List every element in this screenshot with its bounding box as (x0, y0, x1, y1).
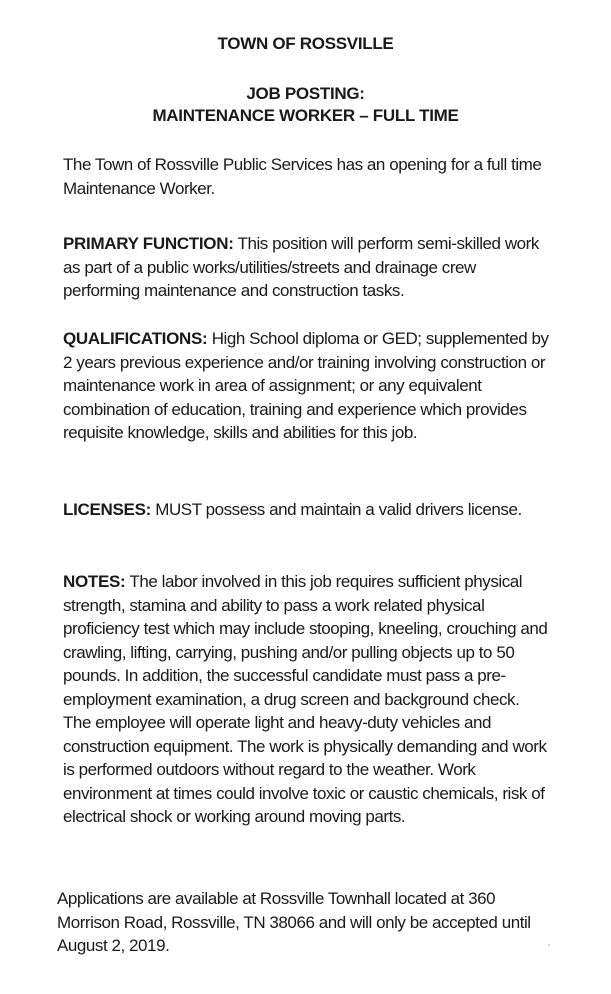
licenses-heading: LICENSES: (63, 500, 151, 519)
posting-title: MAINTENANCE WORKER – FULL TIME (152, 106, 459, 125)
primary-function-text: This position will perform semi-skilled work as part of a public works/utilities/streets and drainage crew performing maintenance and construction tasks. (63, 234, 539, 300)
primary-function-section (63, 232, 555, 303)
qualifications-text: High School diploma or GED; supplemented by 2 years previous experience and/or training involving construction or maintenance work in area of assignment; or any equivalent combination of education, training and experience which provides requisite knowledge, skills and abilities for this job. (63, 329, 549, 442)
organization-title: TOWN OF ROSSVILLE (217, 34, 394, 53)
qualifications-heading: QUALIFICATIONS: (63, 329, 208, 348)
qualifications-section (63, 327, 555, 445)
notes-text: The labor involved in this job requires sufficient physical strength, stamina and ability to pass a work related physical proficiency test which may include stooping, kneeling, crouching and crawling, lifting, carrying, pushing and/or pulling objects up to 50 pounds. In addition, the successful candidate must pass a pre-employment examination, a drug screen and background check. The employee will operate light and heavy-duty vehicles and construction equipment. The work is physically demanding and work is performed outdoors without regard to the weather. Work environment at times could involve toxic or caustic chemicals, risk of electrical shock or working around moving parts. (63, 572, 548, 826)
notes-heading: NOTES: (63, 572, 126, 591)
licenses-section (63, 498, 555, 522)
posting-label: JOB POSTING: (246, 84, 365, 103)
applications-paragraph: Applications are available at Rossville Townhall located at 360 Morrison Road, Rossville, TN 38066 and will only be accepted until August 2, 2019. (57, 889, 531, 955)
notes-section (63, 570, 551, 829)
licenses-text: MUST possess and maintain a valid drivers license. (155, 500, 522, 519)
primary-function-heading: PRIMARY FUNCTION: (63, 234, 234, 253)
scan-artifact-dot (548, 944, 550, 946)
intro-paragraph: The Town of Rossville Public Services has an opening for a full time Maintenance Worker. (63, 155, 542, 198)
posting-header (0, 83, 611, 127)
